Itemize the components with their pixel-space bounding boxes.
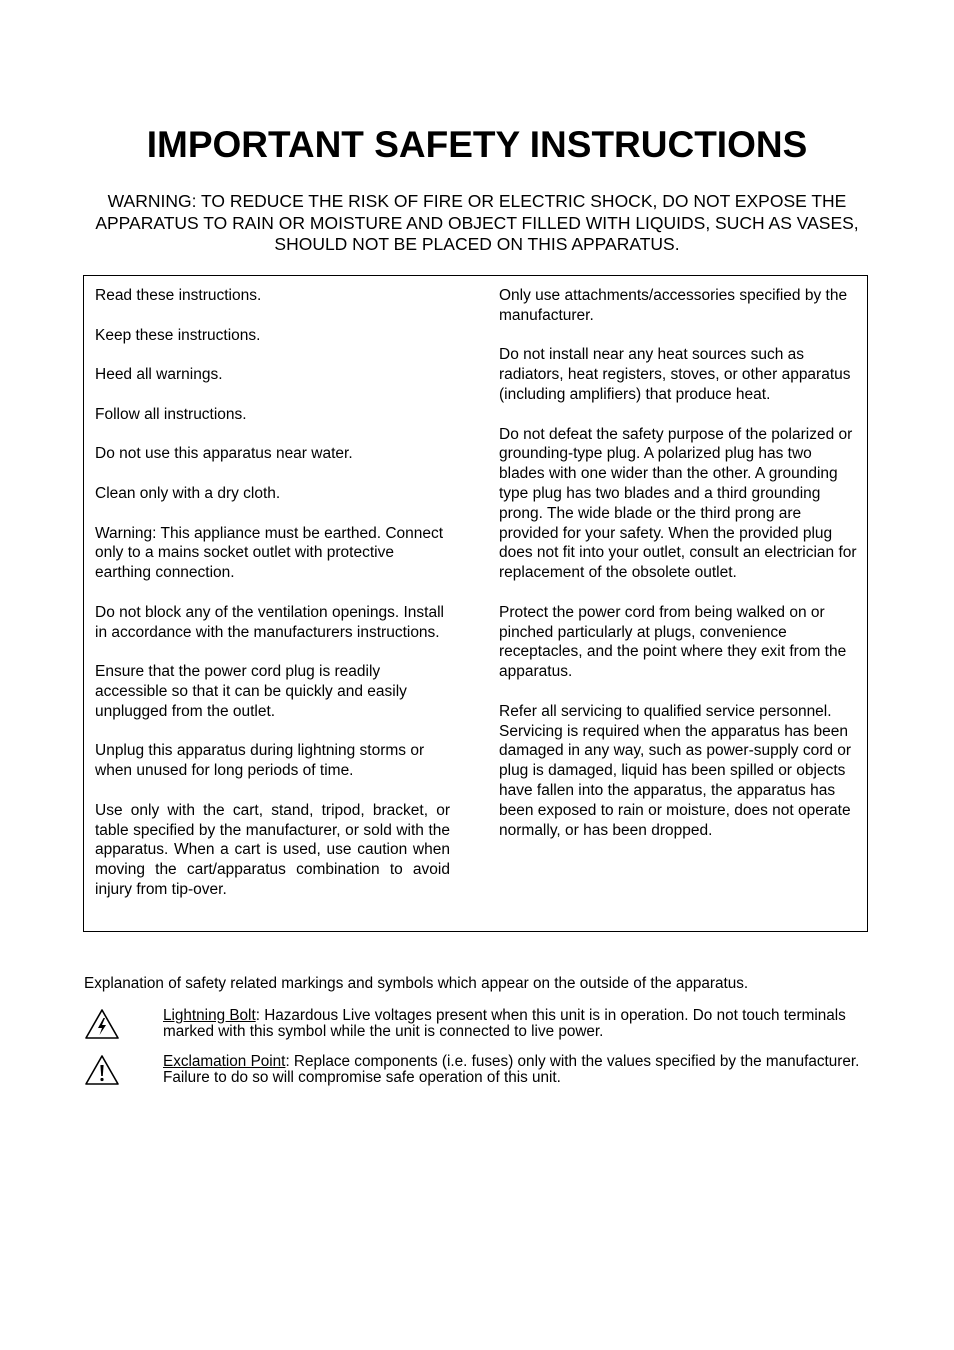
symbol-description: : Replace components (i.e. fuses) only with the values specified by the manufacturer. Failure to do so will compromise safe operation of this unit. bbox=[163, 1053, 860, 1086]
symbols-explanation: Explanation of safety related markings and symbols which appear on the outside of the apparatus. bbox=[84, 975, 749, 992]
page-title: IMPORTANT SAFETY INSTRUCTIONS bbox=[146, 124, 808, 165]
lightning-bolt-warning-icon bbox=[84, 1008, 120, 1040]
instruction-item: Follow all instructions. bbox=[95, 405, 247, 423]
instruction-item: Read these instructions. bbox=[95, 287, 262, 304]
instruction-item: Do not block any of the ventilation openings. Install in accordance with the manufacturers instructions. bbox=[95, 603, 444, 641]
instructions-box bbox=[83, 275, 868, 932]
instruction-item: Do not defeat the safety purpose of the polarized or grounding-type plug. A polarized plug has two blades with one wider than the other. A grounding type plug has two blades and a third grounding prong. The wide blade or the third prong are provided for your safety. When the provided plug does not fit into your outlet, consult an electrician for replacement of the obsolete outlet. bbox=[499, 425, 857, 582]
instructions-left-column bbox=[95, 286, 450, 920]
instruction-item: Keep these instructions. bbox=[95, 326, 261, 344]
instruction-item: Use only with the cart, stand, tripod, bracket, or table specified by the manufacturer, or sold with the apparatus. When a cart is used, use caution when moving the cart/apparatus combination to avoid injury from tip-over. bbox=[95, 801, 450, 898]
instruction-item: Heed all warnings. bbox=[95, 366, 223, 384]
instruction-item: Do not install near any heat sources such as radiators, heat registers, stoves, or other apparatus (including amplifiers) that produce heat. bbox=[499, 346, 851, 403]
instruction-item: Protect the power cord from being walked on or pinched particularly at plugs, convenience receptacles, and the point where they exit from the apparatus. bbox=[499, 603, 847, 681]
instruction-item: Unplug this apparatus during lightning storms or when unused for long periods of time. bbox=[95, 742, 425, 780]
symbol-name: Lightning Bolt bbox=[163, 1007, 256, 1024]
symbol-name: Exclamation Point bbox=[163, 1053, 286, 1070]
instruction-item: Clean only with a dry cloth. bbox=[95, 484, 281, 502]
instruction-item: Do not use this apparatus near water. bbox=[95, 445, 353, 463]
symbol-description: : Hazardous Live voltages present when this unit is in operation. Do not touch terminals marked with this symbol while the unit is connected to live power. bbox=[163, 1007, 846, 1040]
instruction-item: Only use attachments/accessories specified by the manufacturer. bbox=[499, 287, 848, 324]
instructions-right-column bbox=[499, 286, 861, 860]
instruction-item: Refer all servicing to qualified service personnel. Servicing is required when the apparatus has been damaged in any way, such as power-supply cord or plug is damaged, liquid has been spilled or objects have fallen into the apparatus, the apparatus has been exposed to rain or moisture, does not operate normally, or has been dropped. bbox=[499, 702, 852, 839]
exclamation-warning-icon bbox=[84, 1054, 120, 1086]
instruction-item: Ensure that the power cord plug is readily accessible so that it can be quickly and easily unplugged from the outlet. bbox=[95, 663, 407, 720]
warning-statement: WARNING: TO REDUCE THE RISK OF FIRE OR ELECTRIC SHOCK, DO NOT EXPOSE THE APPARATUS TO RAIN OR MOISTURE AND OBJECT FILLED WITH LIQUIDS, SUCH AS VASES, SHOULD NOT BE PLACED ON THIS APPARATUS. bbox=[95, 191, 859, 254]
instruction-item: Warning: This appliance must be earthed. Connect only to a mains socket outlet with protective earthing connection. bbox=[95, 524, 444, 582]
